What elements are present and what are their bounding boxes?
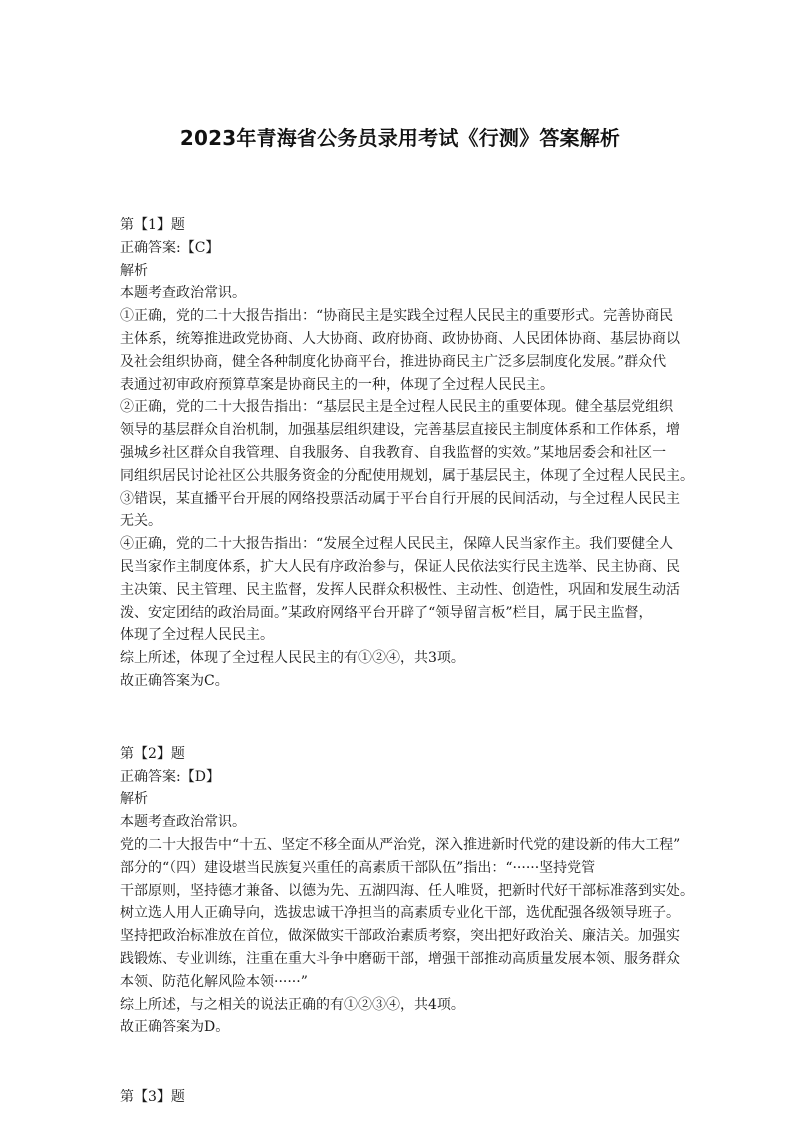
analysis-line: 党的二十大报告中“十五、坚定不移全面从严治党，深入推进新时代党的建设新的伟大工程” (120, 836, 681, 853)
analysis-line: 综上所述，与之相关的说法正确的有①②③④，共4项。 (120, 996, 465, 1013)
analysis-line: 本领、防范化解风险本领······” (120, 973, 308, 990)
correct-answer: 正确答案:【C】 (120, 239, 220, 256)
analysis-line: 故正确答案为C。 (120, 672, 229, 689)
question-2 (120, 743, 694, 1039)
analysis-line: 主体系，统筹推进政党协商、人大协商、政府协商、政协协商、人民团体协商、基层协商以 (120, 330, 680, 347)
analysis-line: 无关。 (120, 513, 162, 530)
analysis-label: 解析 (120, 262, 148, 279)
analysis-line: ②正确，党的二十大报告指出：“基层民主是全过程人民民主的重要体现。健全基层党组织 (120, 399, 674, 416)
analysis-line: 树立选人用人正确导向，选拔忠诚干净担当的高素质专业化干部，选优配强各级领导班子。 (120, 905, 680, 922)
document-body (120, 214, 694, 1109)
analysis-line: 泼、安定团结的政治局面。”某政府网络平台开辟了“领导留言板”栏目，属于民主监督， (120, 604, 653, 621)
analysis-line: 本题考查政治常识。 (120, 814, 246, 831)
analysis-line: 践锻炼、专业训练，注重在重大斗争中磨砺干部，增强干部推动高质量发展本领、服务群众 (120, 950, 680, 967)
analysis-line: 干部原则，坚持德才兼备、以德为先、五湖四海、任人唯贤，把新时代好干部标准落到实处。 (120, 882, 694, 899)
analysis-line: 领导的基层群众自治机制，加强基层组织建设，完善基层直接民主制度体系和工作体系，增 (120, 422, 680, 439)
analysis-label: 解析 (120, 791, 148, 808)
section-spacer (120, 1039, 685, 1086)
question-heading: 第【2】题 (120, 745, 185, 762)
analysis-line: 强城乡社区群众自我管理、自我服务、自我教育、自我监督的实效。”某地居委会和社区一 (120, 444, 667, 461)
analysis-line: 民当家作主制度体系，扩大人民有序政治参与，保证人民依法实行民主选举、民主协商、民 (120, 558, 680, 575)
analysis-line: 部分的“（四）建设堪当民族复兴重任的高素质干部队伍”指出：“······坚持党管 (120, 859, 596, 876)
analysis-line: ③错误，某直播平台开展的网络投票活动属于平台自行开展的民间活动，与全过程人民民主 (120, 490, 680, 507)
analysis-line: ④正确，党的二十大报告指出：“发展全过程人民民主，保障人民当家作主。我们要健全人 (120, 536, 674, 553)
question-1 (120, 214, 694, 693)
question-3 (120, 1086, 685, 1109)
analysis-line: 故正确答案为D。 (120, 1019, 230, 1036)
question-heading: 第【3】题 (120, 1089, 185, 1106)
correct-answer: 正确答案:【D】 (120, 768, 220, 785)
analysis-line: 主决策、民主管理、民主监督，发挥人民群众积极性、主动性、创造性，巩固和发展生动活 (120, 581, 680, 598)
document-title: 2023年青海省公务员录用考试《行测》答案解析 (179, 126, 621, 150)
analysis-line: 坚持把政治标准放在首位，做深做实干部政治素质考察，突出把好政治关、廉洁关。加强实 (120, 928, 680, 945)
analysis-line: 综上所述，体现了全过程人民民主的有①②④，共3项。 (120, 650, 465, 667)
section-spacer (120, 693, 685, 743)
analysis-line: 本题考查政治常识。 (120, 285, 246, 302)
question-heading: 第【1】题 (120, 217, 185, 233)
analysis-line: 同组织居民讨论社区公共服务资金的分配使用规划，属于基层民主，体现了全过程人民民主。 (120, 467, 694, 484)
analysis-line: 表通过初审政府预算草案是协商民主的一种，体现了全过程人民民主。 (120, 376, 554, 393)
analysis-line: 及社会组织协商，健全各种制度化协商平台，推进协商民主广泛多层制度化发展。”群众代 (120, 353, 667, 370)
analysis-line: ①正确，党的二十大报告指出：“协商民主是实践全过程人民民主的重要形式。完善协商民 (120, 308, 674, 325)
analysis-line: 体现了全过程人民民主。 (120, 627, 274, 644)
